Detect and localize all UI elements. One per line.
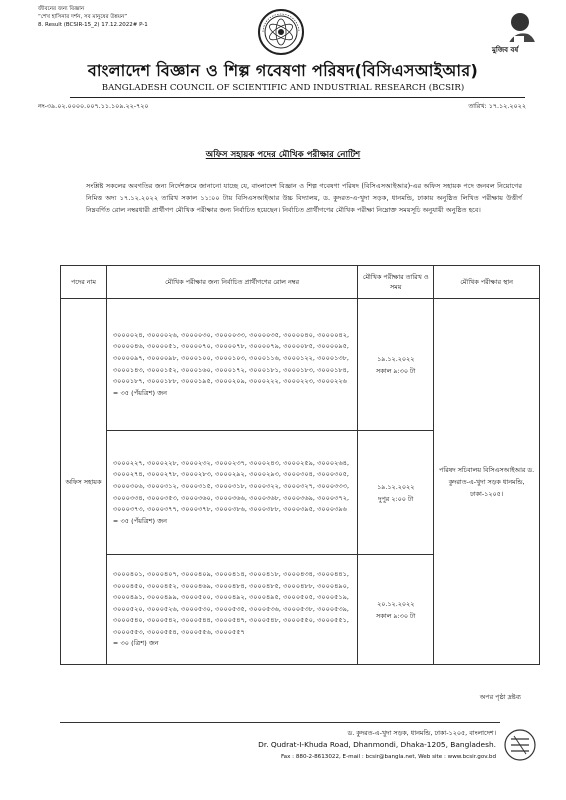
footer-logo-icon	[502, 728, 538, 762]
header-venue: মৌখিক পরীক্ষার স্থান	[434, 266, 540, 299]
bcsir-logo-icon	[257, 8, 305, 56]
roll-numbers: ৩০০০২২৭, ৩০০০২২৮, ৩০০০২৩২, ৩০০০২৩৭, ৩০০০২৪৩, ৩০০০২৫৯, ৩০০০২৬৪, ৩০০০২৭৪, ৩০০০২৭৮, ৩০০০২৮৩, ৩০০০২৯২, ৩০০০২৯৩, ৩০০০৩০৪, ৩০০০৩০৫, ৩০০০৩০৬, ৩০০০৩১২, ৩০০০৩১৫, ৩০০০৩১৮, ৩০০০৩২২, ৩০০০৩২৭, ৩০০০৩৩৩, ৩০০০৩৩৪, ৩০০০৩৫৩, ৩০০০৩৬০, ৩০০০৩৬৬, ৩০০০৩৬৮, ৩০০০৩৬৯, ৩০০০৩৭২, ৩০০০৩৭৩, ৩০০০৩৭৭, ৩০০০৩৭৮, ৩০০০৩৮৬, ৩০০০৩৮৮, ৩০০০৩৯৫, ৩০০০৩৯৬	[112, 458, 350, 514]
table-header-row	[61, 266, 540, 299]
footer-contact: Fax : 880-2-8613022, E-mail : bcsir@bangla.net, Web site : www.bcsir.gov.bd	[280, 754, 496, 760]
interview-time: সকাল ৯:৩০ টা	[376, 366, 416, 375]
issue-date: তারিখ: ১৭.১২.২০২২	[468, 102, 526, 110]
header-date-time: মৌখিক পরীক্ষার তারিখ ও সময়	[358, 266, 434, 299]
interview-slot	[358, 431, 434, 555]
portrait-emblem	[490, 8, 538, 58]
roll-list	[106, 299, 357, 431]
candidate-count: = ৩০ (ত্রিশ) জন	[112, 639, 159, 648]
file-reference: 8. Result (BCSIR-15_2) 17.12.2022# P-1	[38, 22, 148, 28]
schedule-table	[60, 265, 540, 665]
candidate-count: = ৩৫ (পঁয়ত্রিশ) জন	[112, 516, 167, 525]
footer-divider	[60, 722, 500, 723]
roll-list	[106, 555, 357, 665]
interview-date: ২০.১২.২০২২	[377, 599, 415, 608]
venue: পরিষদ সচিবালয় বিসিএসআইআর ড. কুদরাত-এ-খুদা সড়ক ধানমন্ডি, ঢাকা-১২০৫।	[434, 299, 540, 665]
footer-address-bn: ড. কুদরত-এ-খুদা সড়ক, ধানমন্ডি, ঢাকা-১২০৫, বাংলাদেশ।	[347, 729, 496, 737]
roll-list	[106, 431, 357, 555]
table-row	[61, 299, 540, 431]
organization-name-en: BANGLADESH COUNCIL OF SCIENTIFIC AND INDUSTRIAL RESEARCH (BCSIR)	[101, 83, 465, 93]
roll-numbers: ৩০০০০২৪, ৩০০০০২৬, ৩০০০০৩০, ৩০০০০৩৩, ৩০০০০৩৫, ৩০০০০৪০, ৩০০০০৪২, ৩০০০০৪৬, ৩০০০০৫১, ৩০০০০৭০, ৩০০০০৭৮, ৩০০০০৭৯, ৩০০০০৮৫, ৩০০০০৯৫, ৩০০০০৯৭, ৩০০০০৯৮, ৩০০০১০০, ৩০০০১০৩, ৩০০০১১৬, ৩০০০১২২, ৩০০০১৩৮, ৩০০০১৪৩, ৩০০০১৫২, ৩০০০১৬০, ৩০০০১৭২, ৩০০০১৮১, ৩০০০১৮৩, ৩০০০১৮৪, ৩০০০১৮৭, ৩০০০১৮৮, ৩০০০১৯৫, ৩০০০২০৯, ৩০০০২২২, ৩০০০২২৩, ৩০০০২২৬	[112, 330, 350, 386]
slogan-line-1: জীবনের জন্য বিজ্ঞান	[38, 6, 85, 12]
interview-slot	[358, 555, 434, 665]
roll-numbers: ৩০০০৪০১, ৩০০০৪০৭, ৩০০০৪০৯, ৩০০০৪১৪, ৩০০০৪১৮, ৩০০০৪৩৪, ৩০০০৪৪১, ৩০০০৪৫০, ৩০০০৪৫২, ৩০০০৪৬৯, ৩০০০৪৮৪, ৩০০০৪৮৫, ৩০০০৪৮৮, ৩০০০৪৯০, ৩০০০৪৯১, ৩০০০৪৯৯, ৩০০০৫০০, ৩০০০৪৯২, ৩০০০৪৯৫, ৩০০০৫০৫, ৩০০০৫১৯, ৩০০০৫২০, ৩০০০৫২৬, ৩০০০৫৩০, ৩০০০৫৩৫, ৩০০০৫৩৬, ৩০০০৫৩৮, ৩০০০৫৩৯, ৩০০০৫৪০, ৩০০০৫৪২, ৩০০০৫৪৪, ৩০০০৫৪৭, ৩০০০৫৪৮, ৩০০০৫৫০, ৩০০০৫৫১, ৩০০০৫৫৩, ৩০০০৫৫৪, ৩০০০৫৫৬, ৩০০০৫৫৭	[112, 569, 350, 636]
slogan-line-2: “শেখ হাসিনার দর্শন, সব মানুষের উন্নয়ন”	[38, 14, 128, 20]
interview-slot	[358, 299, 434, 431]
interview-date: ১৯.১২.২০২২	[377, 354, 415, 363]
header-divider	[70, 97, 525, 98]
interview-date: ১৯.১২.২০২২	[377, 482, 415, 491]
notice-body: সংশ্লিষ্ট সকলের অবগতির জন্য নির্দেশক্রমে জানানো যাচ্ছে যে, বাংলাদেশ বিজ্ঞান ও শিল্প গবেষণা পরিষদ (বিসিএসআইআর)-এর অফিস সহায়ক পদে জনবল নিয়োগের নিমিত্ত অদ্য ১৭.১২.২০২২ তারিখ সকাল ১১:০০ টায় বিসিএসআইআর উচ্চ বিদ্যালয়, ড. কুদরত-এ-খুদা সড়ক, ধানমন্ডি, ঢাকায় অনুষ্ঠিত লিখিত পরীক্ষায় উত্তীর্ণ নিম্নবর্ণিত রোল নম্বরধারী প্রার্থীগণ মৌখিক পরীক্ষার জন্য নির্বাচিত হয়েছেন। নির্বাচিত প্রার্থীগণের মৌখিক পরীক্ষা নিম্নোক্ত সময়সূচি অনুযায়ী অনুষ্ঠিত হবে।	[86, 182, 522, 214]
interview-time: দুপুর ২:০০ টা	[378, 494, 414, 503]
header-rolls: মৌখিক পরীক্ষার জন্য নির্বাচিত প্রার্থীগণের রোল নম্বর	[106, 266, 357, 299]
interview-time: সকাল ৯:৩০ টা	[376, 611, 416, 620]
notice-title: অফিস সহায়ক পদের মৌখিক পরীক্ষার নোটিশ	[205, 150, 361, 160]
memo-number: নং-৩৯.০২.০০০০.০০৭.১১.১০৯.২২-৭২০	[38, 102, 149, 110]
continued-note: অপর পৃষ্ঠা দ্রষ্টব্য	[479, 693, 521, 701]
header-post: পদের নাম	[61, 266, 107, 299]
candidate-count: = ৩৫ (পঁয়ত্রিশ) জন	[112, 388, 167, 397]
footer-address-en: Dr. Qudrat-I-Khuda Road, Dhanmondi, Dhaka-1205, Bangladesh.	[258, 740, 496, 749]
portrait-caption: মুজিব বর্ষ	[492, 46, 519, 54]
organization-name-bn: বাংলাদেশ বিজ্ঞান ও শিল্প গবেষণা পরিষদ(বিসিএসআইআর)	[87, 61, 479, 80]
slogan	[38, 5, 148, 29]
post-name: অফিস সহায়ক	[61, 299, 107, 665]
